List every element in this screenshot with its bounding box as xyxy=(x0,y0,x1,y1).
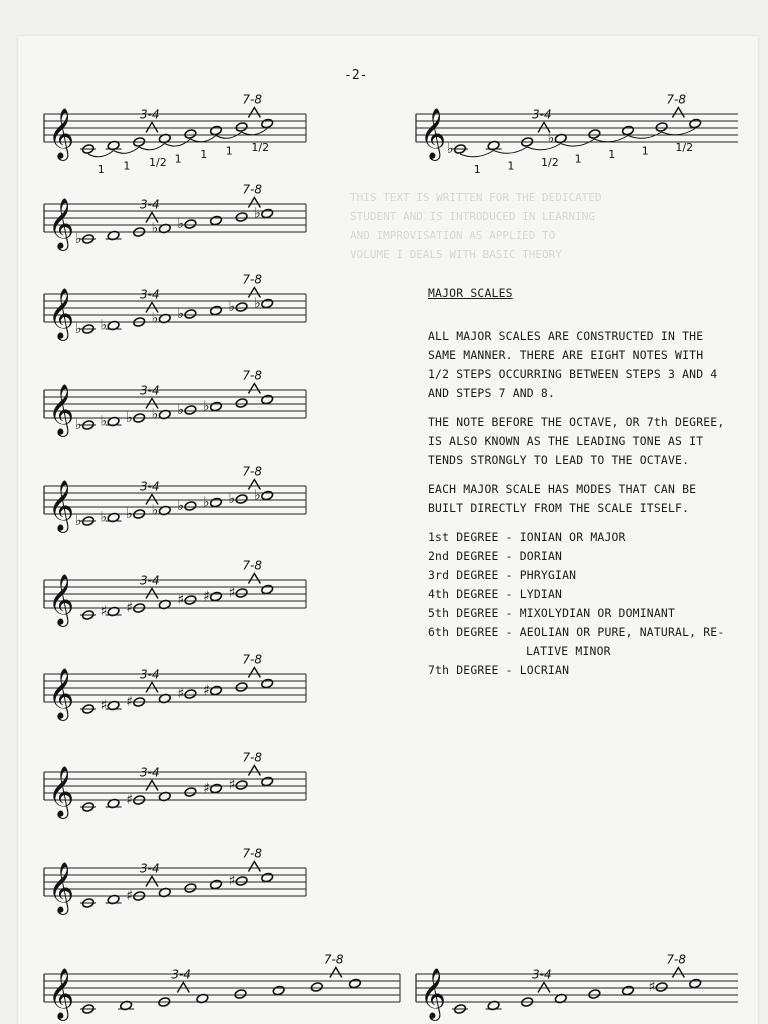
interval-label: 1 xyxy=(225,144,233,158)
whole-note xyxy=(588,129,601,140)
treble-clef-icon: 𝄞 xyxy=(420,968,447,1019)
flat-sign-icon: ♭ xyxy=(75,321,82,337)
step-3-4-label: 3-4 xyxy=(532,967,552,982)
step-3-4-label: 3-4 xyxy=(140,667,160,682)
whole-note xyxy=(349,978,362,989)
interval-label: 1 xyxy=(641,144,649,158)
treble-clef-icon: 𝄞 xyxy=(48,198,75,249)
whole-note xyxy=(622,985,635,996)
modes-list xyxy=(428,528,728,680)
step-7-8-label: 7-8 xyxy=(242,750,263,765)
whole-note xyxy=(689,118,702,129)
flat-sign-icon: ♭ xyxy=(254,487,261,504)
whole-note xyxy=(261,678,274,689)
whole-note xyxy=(235,682,248,693)
interval-slur xyxy=(527,144,561,150)
step-7-8-label: 7-8 xyxy=(242,652,263,667)
interval-label: 1 xyxy=(97,163,105,176)
step-7-8-label: 7-8 xyxy=(323,952,344,967)
paragraph-construction: ALL MAJOR SCALES ARE CONSTRUCTED IN THE SAME MANNER. THERE ARE EIGHT NOTES WITH 1/2 STEPS OCCURRING BETWEEN STEPS 3 AND 4 AND STEPS 7 AND 8. xyxy=(428,329,718,400)
mode-item: 5th DEGREE - MIXOLYDIAN OR DOMINANT xyxy=(428,606,676,620)
whole-note xyxy=(261,872,274,883)
interval-slur xyxy=(594,136,628,142)
step-3-4-label: 3-4 xyxy=(140,765,160,780)
treble-clef-icon: 𝄞 xyxy=(48,480,75,531)
sharp-sign-icon: ♯ xyxy=(100,697,108,714)
treble-clef-icon: 𝄞 xyxy=(48,574,75,625)
step-3-4-label: 3-4 xyxy=(140,383,160,398)
whole-note xyxy=(184,309,197,320)
flat-sign-icon: ♭ xyxy=(228,299,236,315)
whole-note xyxy=(235,398,248,409)
flat-sign-icon: ♭ xyxy=(100,413,108,430)
sharp-sign-icon: ♯ xyxy=(126,694,133,710)
step-7-8-caret xyxy=(672,968,684,978)
whole-note xyxy=(235,494,248,505)
step-3-4-label: 3-4 xyxy=(140,107,160,122)
whole-note xyxy=(261,490,274,501)
treble-clef-icon: 𝄞 xyxy=(48,862,75,913)
whole-note xyxy=(210,591,223,602)
step-7-8-label: 7-8 xyxy=(242,368,263,383)
whole-note xyxy=(235,780,248,791)
interval-label: 1/2 xyxy=(251,141,270,154)
treble-clef-icon: 𝄞 xyxy=(48,668,75,719)
sharp-sign-icon: ♯ xyxy=(203,588,210,605)
step-7-8-caret xyxy=(248,862,260,872)
flat-sign-icon: ♭ xyxy=(151,310,159,327)
step-3-4-label: 3-4 xyxy=(140,573,160,588)
step-7-8-caret xyxy=(248,108,260,118)
flat-sign-icon: ♭ xyxy=(151,220,159,237)
whole-note xyxy=(210,215,223,226)
interval-slur xyxy=(494,147,528,153)
sharp-sign-icon: ♯ xyxy=(126,888,133,904)
whole-note xyxy=(184,689,197,700)
interval-label: 1 xyxy=(200,148,208,161)
sharp-sign-icon: ♯ xyxy=(126,792,133,808)
whole-note xyxy=(261,208,274,219)
step-7-8-caret xyxy=(248,574,260,584)
step-3-4-label: 3-4 xyxy=(532,107,552,122)
whole-note xyxy=(235,302,248,313)
sharp-sign-icon: ♯ xyxy=(228,585,236,601)
whole-note xyxy=(184,219,197,230)
whole-note xyxy=(261,298,274,309)
whole-note xyxy=(622,125,635,136)
interval-label: 1 xyxy=(574,152,582,166)
flat-sign-icon: ♭ xyxy=(100,317,108,334)
whole-note xyxy=(655,122,668,133)
interval-label: 1 xyxy=(608,148,616,161)
sharp-sign-icon: ♯ xyxy=(228,873,236,889)
whole-note xyxy=(210,401,223,412)
treble-clef-icon: 𝄞 xyxy=(48,968,75,1019)
flat-sign-icon: ♭ xyxy=(203,494,210,511)
step-7-8-caret xyxy=(248,766,260,776)
treble-clef-icon: 𝄞 xyxy=(420,108,447,159)
step-7-8-label: 7-8 xyxy=(242,92,263,107)
flat-sign-icon: ♭ xyxy=(75,231,82,247)
sharp-sign-icon: ♯ xyxy=(203,780,210,797)
treble-clef-icon: 𝄞 xyxy=(48,288,75,339)
sharp-sign-icon: ♯ xyxy=(100,603,108,620)
whole-note xyxy=(184,595,197,606)
step-7-8-caret xyxy=(248,668,260,678)
whole-note xyxy=(261,584,274,595)
step-7-8-label: 7-8 xyxy=(242,182,263,197)
interval-label: 1 xyxy=(174,152,182,166)
flat-sign-icon: ♭ xyxy=(203,398,210,415)
step-3-4-label: 3-4 xyxy=(140,287,160,302)
treble-clef-icon: 𝄞 xyxy=(48,108,75,159)
sharp-sign-icon: ♯ xyxy=(648,979,656,995)
whole-note xyxy=(210,879,223,890)
step-3-4-label: 3-4 xyxy=(140,861,160,876)
interval-label: 1/2 xyxy=(541,156,559,169)
flat-sign-icon: ♭ xyxy=(228,491,236,507)
sharp-sign-icon: ♯ xyxy=(228,777,236,793)
mode-item: 7th DEGREE - LOCRIAN xyxy=(428,663,570,677)
treble-clef-icon: 𝄞 xyxy=(48,766,75,817)
whole-note xyxy=(310,982,323,993)
step-3-4-label: 3-4 xyxy=(140,479,160,494)
whole-note xyxy=(235,212,248,223)
whole-note xyxy=(655,982,668,993)
whole-note xyxy=(261,776,274,787)
interval-label: 1/2 xyxy=(149,156,167,169)
whole-note xyxy=(184,129,197,140)
step-7-8-caret xyxy=(672,108,684,118)
whole-note xyxy=(210,783,223,794)
whole-note xyxy=(235,588,248,599)
sharp-sign-icon: ♯ xyxy=(177,686,185,702)
sharp-sign-icon: ♯ xyxy=(177,592,185,608)
flat-sign-icon: ♭ xyxy=(151,406,159,423)
step-7-8-caret xyxy=(248,384,260,394)
paragraph-leading-tone: THE NOTE BEFORE THE OCTAVE, OR 7th DEGREE, IS ALSO KNOWN AS THE LEADING TONE AS IT TENDS STRONGLY TO LEAD TO THE OCTAVE. xyxy=(428,415,725,467)
bleed-through-text: THIS TEXT IS WRITTEN FOR THE DEDICATED STUDENT AND IS INTRODUCED IN LEARNING AND IMPROVISATION AS APPLIED TO VOLUME I DEALS WITH BASIC THEORY xyxy=(350,191,602,261)
step-7-8-label: 7-8 xyxy=(666,92,687,107)
whole-note xyxy=(272,985,285,996)
mode-item: 2nd DEGREE - DORIAN xyxy=(428,549,563,563)
section-heading: MAJOR SCALES xyxy=(428,286,513,300)
flat-sign-icon: ♭ xyxy=(75,513,82,529)
whole-note xyxy=(184,405,197,416)
step-7-8-label: 7-8 xyxy=(242,846,263,861)
whole-note xyxy=(235,122,248,133)
flat-sign-icon: ♭ xyxy=(151,502,159,519)
flat-sign-icon: ♭ xyxy=(177,498,185,514)
whole-note xyxy=(184,501,197,512)
paragraph-modes: EACH MAJOR SCALE HAS MODES THAT CAN BE BUILT DIRECTLY FROM THE SCALE ITSELF. xyxy=(428,482,697,515)
whole-note xyxy=(689,978,702,989)
whole-note xyxy=(184,883,197,894)
step-7-8-label: 7-8 xyxy=(242,558,263,573)
interval-label: 1/2 xyxy=(675,141,694,154)
mode-item: 6th DEGREE - AEOLIAN OR PURE, NATURAL, RE- xyxy=(428,625,725,639)
step-7-8-caret xyxy=(330,968,342,978)
mode-item: 4th DEGREE - LYDIAN xyxy=(428,587,563,601)
whole-note xyxy=(210,497,223,508)
step-3-4-label: 3-4 xyxy=(171,967,191,982)
page-number: -2- xyxy=(344,68,368,83)
whole-note xyxy=(261,394,274,405)
mode-item: 1st DEGREE - IONIAN OR MAJOR xyxy=(428,530,626,544)
flat-sign-icon: ♭ xyxy=(75,417,82,433)
flat-sign-icon: ♭ xyxy=(177,216,185,232)
flat-sign-icon: ♭ xyxy=(254,295,261,312)
flat-sign-icon: ♭ xyxy=(100,509,108,526)
interval-label: 1 xyxy=(507,159,515,173)
flat-sign-icon: ♭ xyxy=(254,205,261,222)
step-7-8-label: 7-8 xyxy=(242,272,263,287)
step-3-4-label: 3-4 xyxy=(140,197,160,212)
whole-note xyxy=(588,989,601,1000)
interval-slur xyxy=(662,129,696,135)
interval-label: 1 xyxy=(473,163,481,176)
flat-sign-icon: ♭ xyxy=(126,410,133,426)
whole-note xyxy=(184,787,197,798)
whole-note xyxy=(210,305,223,316)
step-7-8-label: 7-8 xyxy=(242,464,263,479)
flat-sign-icon: ♭ xyxy=(177,402,185,418)
treble-clef-icon: 𝄞 xyxy=(48,384,75,435)
whole-note xyxy=(261,118,274,129)
flat-sign-icon: ♭ xyxy=(547,130,555,147)
mode-item-continuation: LATIVE MINOR xyxy=(526,644,611,658)
step-7-8-label: 7-8 xyxy=(666,952,687,967)
whole-note xyxy=(234,989,247,1000)
flat-sign-icon: ♭ xyxy=(447,141,454,157)
major-scales-text xyxy=(428,284,728,680)
whole-note xyxy=(210,685,223,696)
flat-sign-icon: ♭ xyxy=(126,506,133,522)
interval-slur xyxy=(460,151,494,157)
interval-label: 1 xyxy=(123,159,131,173)
whole-note xyxy=(210,125,223,136)
sharp-sign-icon: ♯ xyxy=(203,682,210,699)
sharp-sign-icon: ♯ xyxy=(126,600,133,616)
mode-item: 3rd DEGREE - PHRYGIAN xyxy=(428,568,577,582)
whole-note xyxy=(235,876,248,887)
flat-sign-icon: ♭ xyxy=(177,306,185,322)
